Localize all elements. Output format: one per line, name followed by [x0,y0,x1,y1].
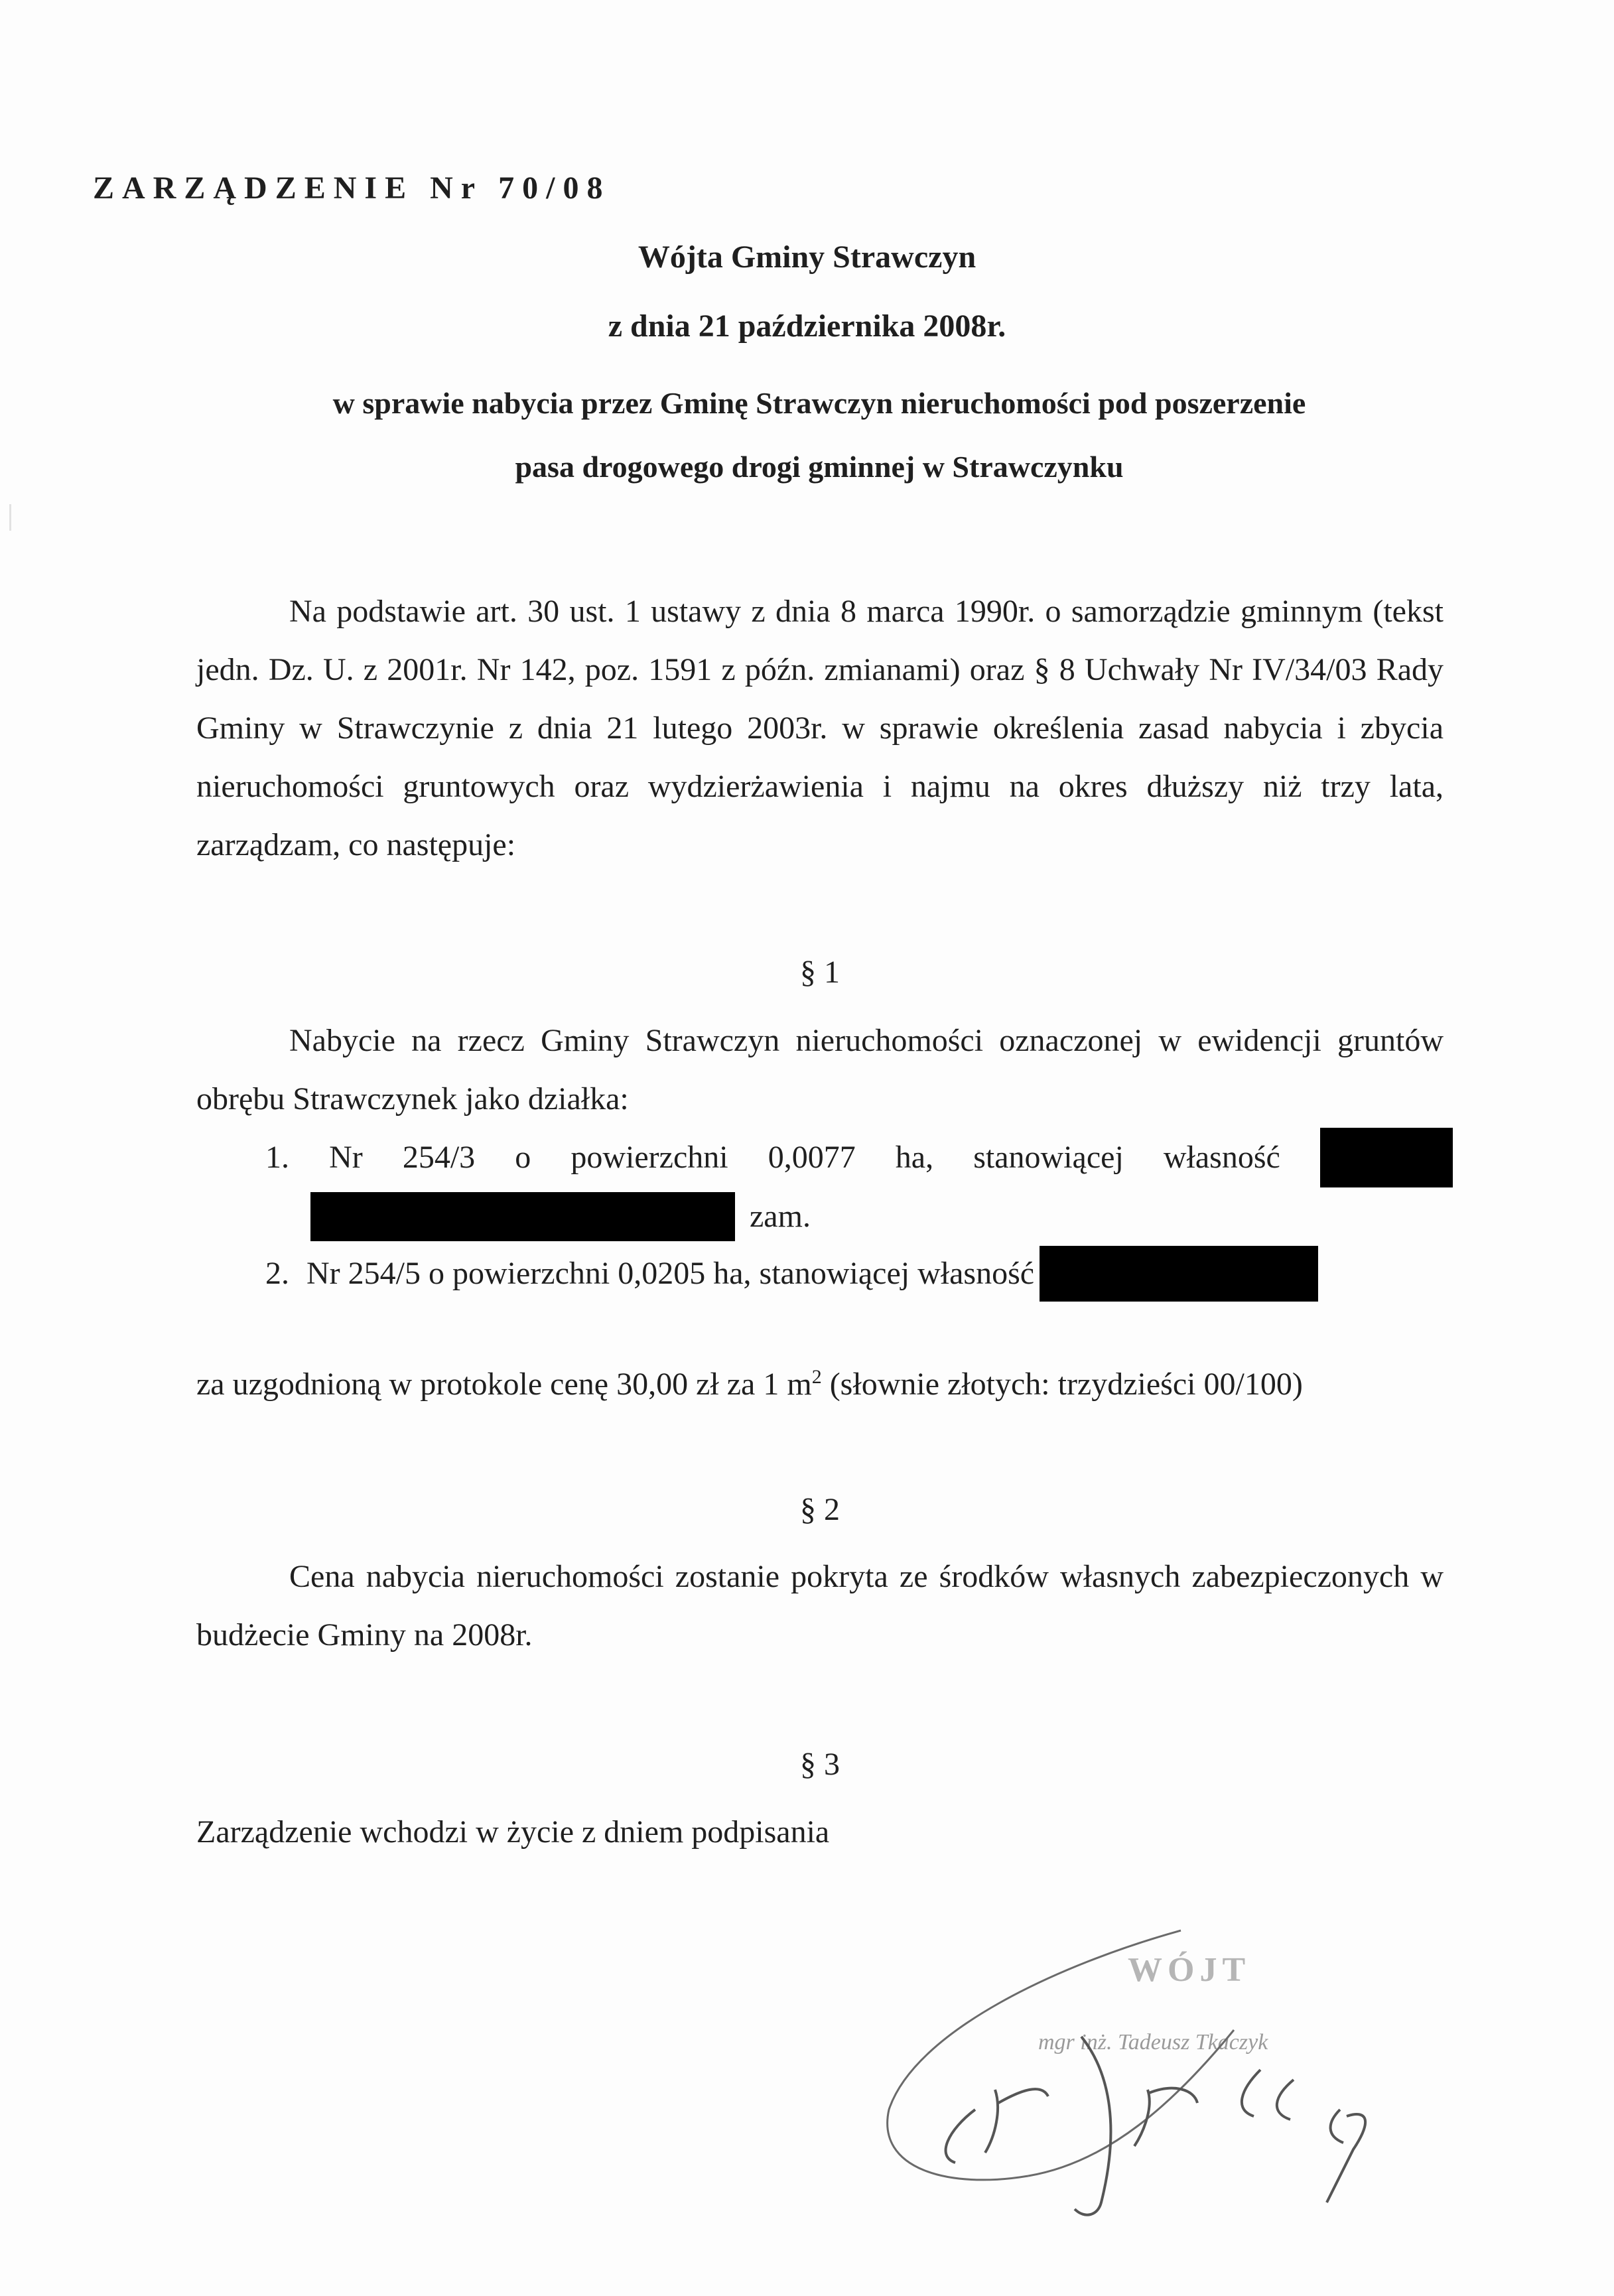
parcel-item-1-line-1 [265,1128,1453,1187]
parcel-item-2-text: Nr 254/5 o powierzchni 0,0205 ha, stanowiącej własność [306,1256,1035,1291]
parcel-item-1-suffix: zam. [750,1199,811,1234]
document-title: ZARZĄDZENIE Nr 70/08 [93,170,611,206]
scan-edge-mark [9,504,11,531]
stamp-name: mgr inż. Tadeusz Tkaczyk [1038,2030,1268,2055]
redaction-box [1040,1246,1318,1302]
parcel-item-2-number: 2. [265,1256,289,1291]
document-subject [199,371,1440,499]
redaction-box [1320,1128,1453,1187]
stamp-title: WÓJT [1128,1951,1251,1989]
parcel-item-1-number: 1. [265,1140,289,1175]
parcel-item-1-word: powierzchni [571,1140,728,1175]
section-1-text: Nabycie na rzecz Gminy Strawczyn nieruchomości oznaczonej w ewidencji gruntów obrębu Strawczynek jako działka: [196,1023,1444,1116]
parcel-item-1-word: własność [1163,1140,1280,1175]
parcel-item-1-word: 254/3 [402,1140,476,1175]
price-text: za uzgodnioną w protokole cenę 30,00 zł za 1 m [196,1367,812,1402]
subject-line-2: pasa drogowego drogi gminnej w Strawczynku [515,450,1124,484]
intro-paragraph: Na podstawie art. 30 ust. 1 ustawy z dnia 8 marca 1990r. o samorządzie gminnym (tekst jedn. Dz. U. z 2001r. Nr 142, poz. 1591 z późn. zmianami) oraz § 8 Uchwały Nr IV/34/03 Rady Gminy w Strawczynie z dnia 21 lutego 2003r. w sprawie określenia zasad nabycia i zbycia nieruchomości gruntowych oraz wydzierżawienia i najmu na okres dłuższy niż trzy lata, zarządzam, co następuje: [196,594,1444,862]
handwritten-signature [862,1891,1459,2222]
parcel-item-1-word: Nr [329,1140,363,1175]
price-tail: (słownie złotych: trzydzieści 00/100) [821,1367,1303,1402]
section-2-heading: § 2 [800,1492,840,1527]
document-header [0,154,1614,361]
document-issuer: Wójta Gminy Strawczyn [638,239,976,275]
parcel-item-1-word: 0,0077 [768,1140,856,1175]
section-3-heading: § 3 [800,1747,840,1782]
section-2-text: Cena nabycia nieruchomości zostanie pokryta ze środków własnych zabezpieczonych w budżecie Gminy na 2008r. [196,1559,1444,1653]
parcel-item-1 [265,1128,1453,1246]
redaction-box [310,1192,735,1241]
parcel-item-1-word: o [515,1140,531,1175]
price-paragraph [196,1348,1444,1414]
section-3-text: Zarządzenie wchodzi w życie z dniem podpisania [196,1814,830,1850]
parcel-item-1-line-2 [265,1187,1453,1246]
parcel-item-2 [265,1245,1318,1303]
subject-line-1: w sprawie nabycia przez Gminę Strawczyn nieruchomości pod poszerzenie [332,386,1306,420]
price-superscript: 2 [811,1366,822,1388]
document-date: z dnia 21 października 2008r. [608,308,1006,344]
section-1-heading: § 1 [800,955,840,990]
parcel-item-1-word: ha, [895,1140,934,1175]
parcel-item-1-word: stanowiącej [973,1140,1124,1175]
